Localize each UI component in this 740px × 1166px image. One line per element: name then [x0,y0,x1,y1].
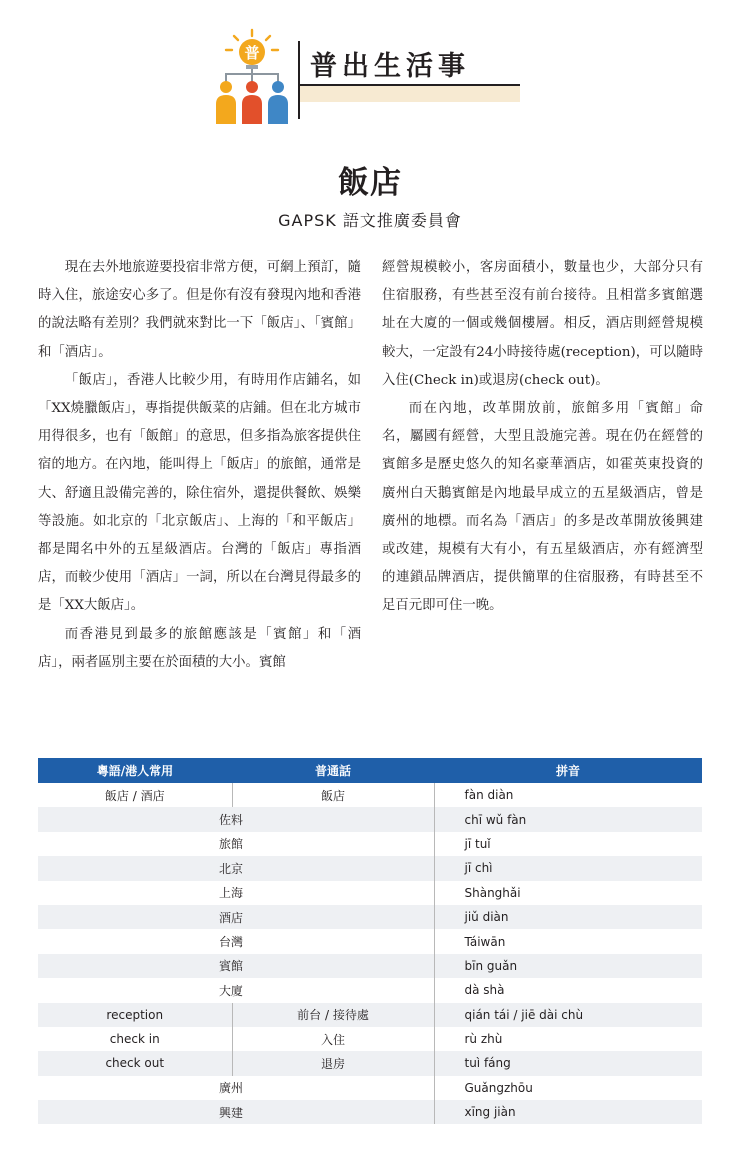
paragraph: 經營規模較小，客房面積小，數量也少，大部分只有住宿服務，有些甚至沒有前台接待。且相當多賓館選址在大廈的一個或幾個樓層。相反，酒店則經營規模較大，一定設有24小時接待處(reception)，可以隨時入住(Check in)或退房(check out)。 [382,260,703,388]
table-row [38,881,702,905]
cantonese-cell: check out [38,1051,232,1075]
shared-term-cell: 上海 [219,886,244,901]
pinyin-cell: fàn diàn [434,783,702,807]
paragraph: 「飯店」，香港人比較少用，有時用作店鋪名，如「XX燒臘飯店」，專指提供飯菜的店鋪。但在北方城市用得很多，也有「飯館」的意思，但多指為旅客提供住宿的地方。在內地，能叫得上「飯店」的旅館，通常是大、舒適且設備完善的，除住宿外，還提供餐飲、娛樂等設施。如北京的「北京飯店」、上海的「和平飯店」都是聞名中外的五星級酒店。台灣的「飯店」專指酒店，而較少使用「酒店」一詞，所以在台灣見得最多的是「XX大飯店」。 [38,372,361,614]
paragraph: 而在內地，改革開放前，旅館多用「賓館」命名，屬國有經營，大型且設施完善。現在仍在經營的賓館多是歷史悠久的知名豪華酒店，如霍英東投資的廣州白天鵝賓館是內地最早成立的五星級酒店，曾是廣州的地標。而名為「酒店」的多是改革開放後興建或改建，規模有大有小，有五星級酒店，亦有經濟型的連鎖品牌酒店，提供簡單的住宿服務，有時甚至不足百元即可住一晚。 [382,401,703,614]
table-row [38,807,702,831]
pinyin-cell: qián tái / jiē dài chù [434,1003,702,1027]
cantonese-cell: reception [38,1003,232,1027]
shared-term-cell: 興建 [38,1100,434,1124]
table-row [38,905,702,929]
mandarin-cell: 入住 [232,1027,434,1051]
table-row [38,1027,702,1051]
shared-term-cell: 大廈 [219,983,244,998]
shared-term-cell: 台灣 [219,935,244,950]
pinyin-cell: rù zhù [434,1027,702,1051]
table-row [38,783,702,807]
shared-term-cell: 酒店 [38,905,434,929]
shared-term-cell: 北京 [38,856,434,880]
cantonese-cell: 飯店 / 酒店 [104,788,165,803]
shared-term-cell: 廣州 [219,1081,244,1096]
shared-term-cell: 旅館 [219,837,244,852]
pinyin-cell: jī tuǐ [434,832,702,856]
article-title: 飯店 [338,165,402,201]
series-band [300,86,520,102]
pinyin-cell: tuì fáng [434,1051,702,1075]
table-row [38,954,702,978]
gapsk-logo-icon [212,28,292,126]
series-divider [298,41,300,119]
table-header-row [38,758,702,783]
header-cantonese: 粵語/港人常用 [38,758,232,783]
table-row [38,1051,702,1075]
mandarin-cell: 前台 / 接待處 [232,1003,434,1027]
table-row [38,832,702,856]
header-pinyin: 拼音 [434,758,702,783]
glossary-table [38,758,702,1124]
pinyin-cell: jī chì [434,856,702,880]
article-column-right [382,254,703,621]
pinyin-cell: chī wǔ fàn [434,807,702,831]
shared-term-cell: 賓館 [38,954,434,978]
table-row [38,1076,702,1100]
pinyin-cell: Guǎngzhōu [434,1076,702,1100]
paragraph: 而香港見到最多的旅館應該是「賓館」和「酒店」，兩者區別主要在於面積的大小。賓館 [38,626,361,670]
cantonese-cell: check in [109,1032,160,1047]
article-column-left [38,254,361,677]
pinyin-cell: bīn guǎn [434,954,702,978]
table-row [38,978,702,1002]
article-byline: GAPSK 語文推廣委員會 [278,211,462,230]
svg-text:普: 普 [244,44,260,62]
pinyin-cell: xīng jiàn [434,1100,702,1124]
mandarin-cell: 退房 [232,1051,434,1075]
paragraph: 現在去外地旅遊要投宿非常方便，可網上預訂，隨時入住，旅途安心多了。但是你有沒有發現內地和香港的說法略有差別？我們就來對比一下「飯店」、「賓館」和「酒店」。 [38,260,361,360]
pinyin-cell: dà shà [434,978,702,1002]
pinyin-cell: Shànghǎi [434,881,702,905]
shared-term-cell: 佐料 [38,807,434,831]
header-mandarin: 普通話 [232,758,434,783]
pinyin-cell: jiǔ diàn [434,905,702,929]
table-row [38,1100,702,1124]
mandarin-cell: 飯店 [232,783,434,807]
table-row [38,856,702,880]
table-row [38,929,702,953]
table-row [38,1003,702,1027]
series-title: 普出生活事 [310,51,470,82]
pinyin-cell: Táiwān [434,929,702,953]
